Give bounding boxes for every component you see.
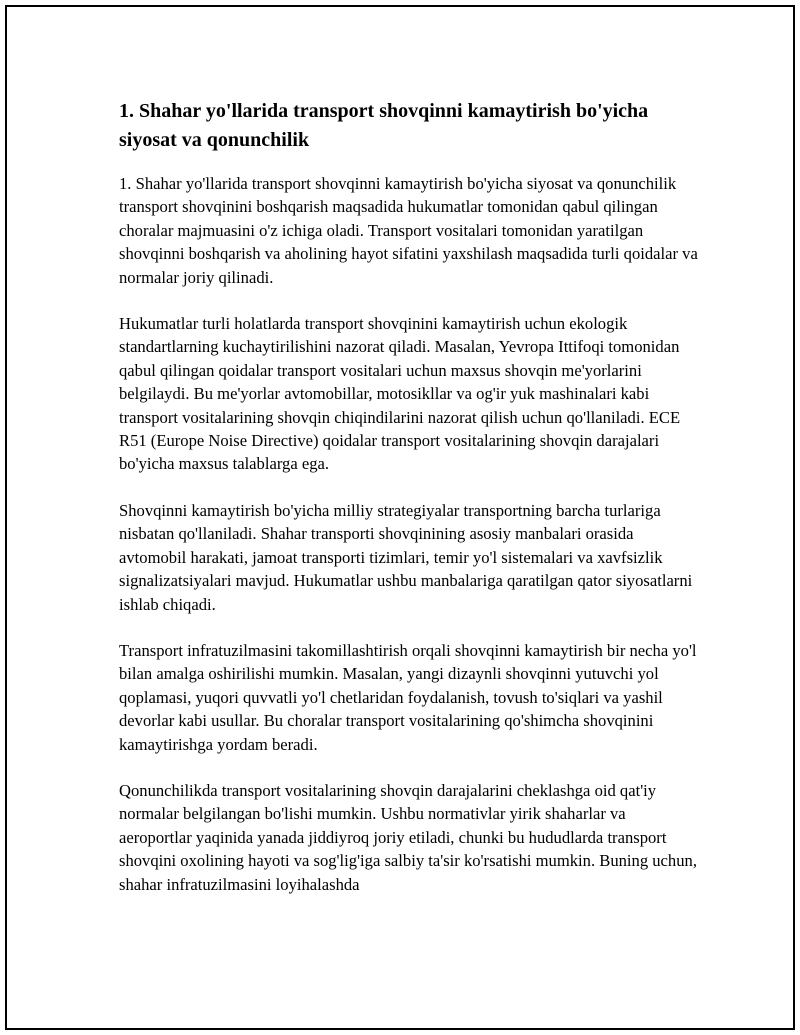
document-title: 1. Shahar yo'llarida transport shovqinni kamaytirish bo'yicha siyosat va qonunchilik (119, 100, 649, 151)
paragraph-2: Hukumatlar turli holatlarda transport shovqinini kamaytirish uchun ekologik standartlarning kuchaytirilishini nazorat qiladi. Masalan, Yevropa Ittifoqi tomonidan qabul qilingan qoidalar transport vositalari uchun maxsus shovqin me'yorlarini belgilaydi. Bu me'yorlar avtomobillar, motosikllar va og'ir yuk mashinalari kabi transport vositalarining shovqin chiqindilarini nazorat qilish uchun qo'llaniladi. ECE R51 (Europe Noise Directive) qoidalar transport vositalarining shovqin darajalari bo'yicha maxsus talablarga ega. (119, 314, 681, 474)
paragraph-1: 1. Shahar yo'llarida transport shovqinni kamaytirish bo'yicha siyosat va qonunchilik transport shovqinini boshqarish maqsadida hukumatlar tomonidan qabul qilingan choralar majmuasini o'z ichiga oladi. Transport vositalari tomonidan yaratilgan shovqinni boshqarish va aholining hayot sifatini yaxshilash maqsadida turli qoidalar va normalar joriy qilinadi. (119, 174, 698, 287)
paragraph-3: Shovqinni kamaytirish bo'yicha milliy strategiyalar transportning barcha turlariga nisbatan qo'llaniladi. Shahar transporti shovqinining asosiy manbalari orasida avtomobil harakati, jamoat transporti tizimlari, temir yo'l sistemalari va xavfsizlik signalizatsiyalari mavjud. Hukumatlar ushbu manbalariga qaratilgan qator siyosatlarni ishlab chiqadi. (119, 500, 693, 614)
paragraph-4: Transport infratuzilmasini takomillashtirish orqali shovqinni kamaytirish bir necha yo'l bilan amalga oshirilishi mumkin. Masalan, yangi dizaynli shovqinni yutuvchi yol qoplamasi, yuqori quvvatli yo'l chetlaridan foydalanish, tovush to'siqlari va yashil devorlar kabi usullar. Bu choralar transport vositalarining qo'shimcha shovqinini kamaytirishga yordam beradi. (119, 640, 697, 754)
document-body (119, 97, 699, 919)
page-frame (5, 5, 795, 1030)
paragraph-5: Qonunchilikda transport vositalarining shovqin darajalarini cheklashga oid qat'iy normalar belgilangan bo'lishi mumkin. Ushbu normativlar yirik shaharlar va aeroportlar yaqinida yanada jiddiyroq joriy etiladi, chunki bu hududlarda transport shovqini oxolining hayoti va sog'lig'iga salbiy ta'sir ko'rsatishi mumkin. Buning uchun, shahar infratuzilmasini loyihalashda (119, 780, 697, 894)
